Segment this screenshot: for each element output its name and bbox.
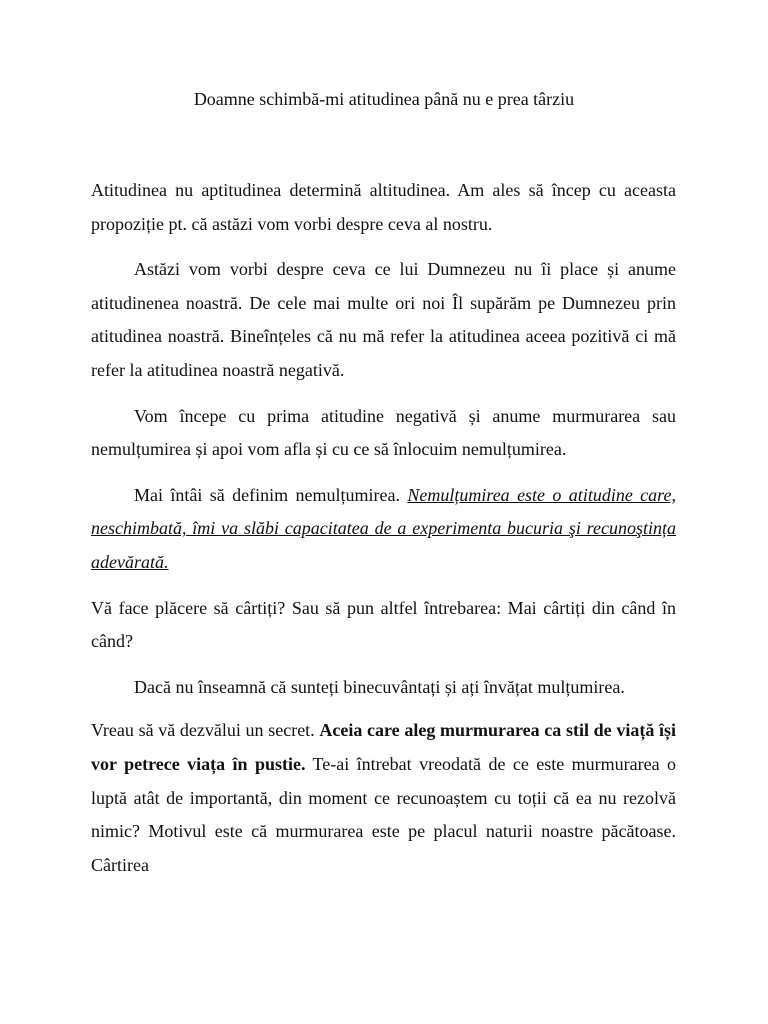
document-body <box>91 174 676 882</box>
paragraph-secret <box>91 714 676 882</box>
document-title: Doamne schimbă-mi atitudinea până nu e prea târziu <box>193 89 575 109</box>
paragraph-intro: Atitudinea nu aptitudinea determină altitudinea. Am ales să încep cu aceasta propoziție pt. că astăzi vom vorbi despre ceva al nostru. <box>91 180 676 234</box>
secret-bold: Aceia care aleg murmurarea ca stil de viață își vor petrece viața în pustie. <box>91 720 676 774</box>
definition-lead: Mai întâi să definim nemulțumirea. <box>134 484 408 505</box>
definition-emphasis: Nemulțumirea este o atitudine care, neschimbată, îmi va slăbi capacitatea de a experimenta bucuria şi recunoştința adevărată. <box>91 484 677 572</box>
paragraph-attitude: Astăzi vom vorbi despre ceva ce lui Dumnezeu nu îi place și anume atitudinenea noastră. De cele mai multe ori noi Îl supărăm pe Dumnezeu prin atitudinea noastră. Bineînțeles că nu mă refer la atitudinea aceea pozitivă ci mă refer la atitudinea noastră negativă. <box>91 259 676 380</box>
paragraph-definition <box>91 479 676 580</box>
paragraph-murmuring: Vom începe cu prima atitudine negativă și anume murmurarea sau nemulțumirea și apoi vom afla și cu ce să înlocuim nemulțumirea. <box>91 405 676 460</box>
secret-lead: Vreau să vă dezvălui un secret. <box>91 720 320 741</box>
paragraph-question: Vă face plăcere să cârtiți? Sau să pun altfel întrebarea: Mai cârtiți din când în când? <box>91 597 676 652</box>
secret-tail: Te-ai întrebat vreodată de ce este murmurarea o luptă atât de importantă, din moment ce recunoaștem cu toții că ea nu rezolvă nimic? Motivul este că murmurarea este pe placul naturii noastre păcătoase. Cârtirea <box>91 753 677 875</box>
paragraph-blessed: Dacă nu înseamnă că sunteți binecuvântați și ați învățat mulțumirea. <box>134 676 625 697</box>
